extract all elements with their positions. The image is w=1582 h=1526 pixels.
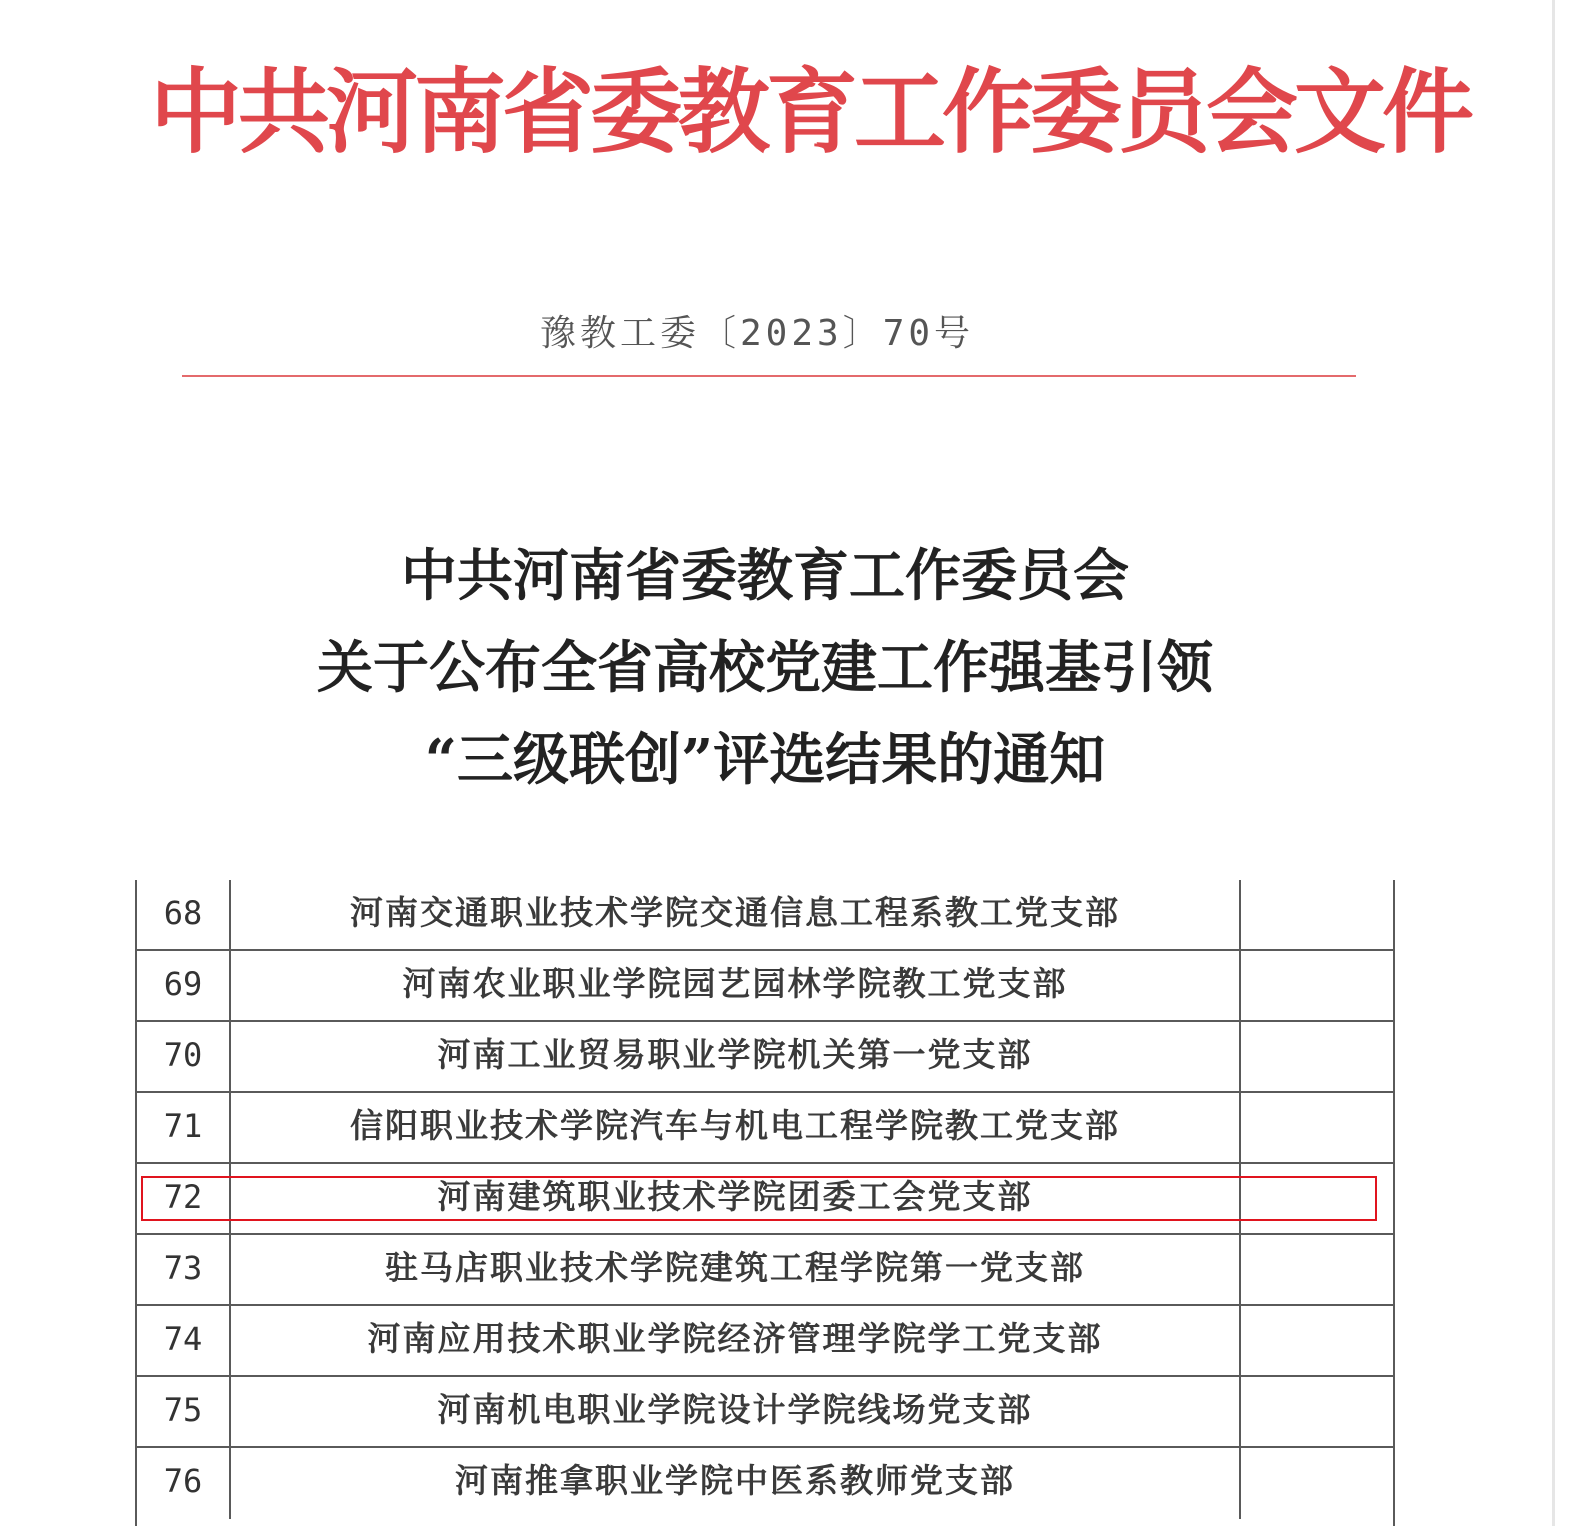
row-number: 68 — [137, 880, 231, 949]
branch-name: 驻马店职业技术学院建筑工程学院第一党支部 — [231, 1235, 1241, 1304]
branch-name: 河南农业职业学院园艺园林学院教工党支部 — [231, 951, 1241, 1020]
table-row — [137, 880, 1393, 951]
row-extra-cell — [1241, 1022, 1393, 1091]
notice-title-line-3: “三级联创”评选结果的通知 — [424, 727, 1106, 793]
document-number: 豫教工委〔2023〕70号 — [540, 313, 975, 354]
row-extra-cell — [1241, 1093, 1393, 1162]
row-number: 76 — [137, 1448, 231, 1519]
row-number: 75 — [137, 1377, 231, 1446]
row-number: 69 — [137, 951, 231, 1020]
table-row — [137, 951, 1393, 1022]
row-extra-cell — [1241, 1448, 1393, 1519]
branch-name: 信阳职业技术学院汽车与机电工程学院教工党支部 — [231, 1093, 1241, 1162]
document-header-title: 中共河南省委教育工作委员会文件 — [150, 58, 1471, 166]
notice-title — [200, 530, 1330, 806]
branch-name: 河南应用技术职业学院经济管理学院学工党支部 — [231, 1306, 1241, 1375]
row-extra-cell — [1241, 951, 1393, 1020]
red-divider-line — [182, 375, 1356, 377]
row-number: 70 — [137, 1022, 231, 1091]
notice-title-line-2: 关于公布全省高校党建工作强基引领 — [317, 635, 1213, 701]
highlight-annotation-box — [141, 1176, 1377, 1221]
row-extra-cell — [1241, 1377, 1393, 1446]
branch-name: 河南推拿职业学院中医系教师党支部 — [231, 1448, 1241, 1519]
table-row — [137, 1306, 1393, 1377]
table-row — [137, 1448, 1393, 1519]
notice-title-line-1: 中共河南省委教育工作委员会 — [401, 543, 1129, 609]
branch-name: 河南交通职业技术学院交通信息工程系教工党支部 — [231, 880, 1241, 949]
row-extra-cell — [1241, 880, 1393, 949]
row-extra-cell — [1241, 1235, 1393, 1304]
branch-name: 河南建筑职业技术学院团委工会党支部 — [231, 1164, 1241, 1233]
table-row — [137, 1022, 1393, 1093]
row-number: 74 — [137, 1306, 231, 1375]
row-number: 73 — [137, 1235, 231, 1304]
branch-name: 河南工业贸易职业学院机关第一党支部 — [231, 1022, 1241, 1091]
row-number: 72 — [137, 1164, 231, 1233]
row-extra-cell — [1241, 1306, 1393, 1375]
branch-name: 河南机电职业学院设计学院线场党支部 — [231, 1377, 1241, 1446]
row-number: 71 — [137, 1093, 231, 1162]
table-row — [137, 1235, 1393, 1306]
page-edge-shadow — [1552, 0, 1555, 1526]
table-row — [137, 1093, 1393, 1164]
table-row — [137, 1377, 1393, 1448]
